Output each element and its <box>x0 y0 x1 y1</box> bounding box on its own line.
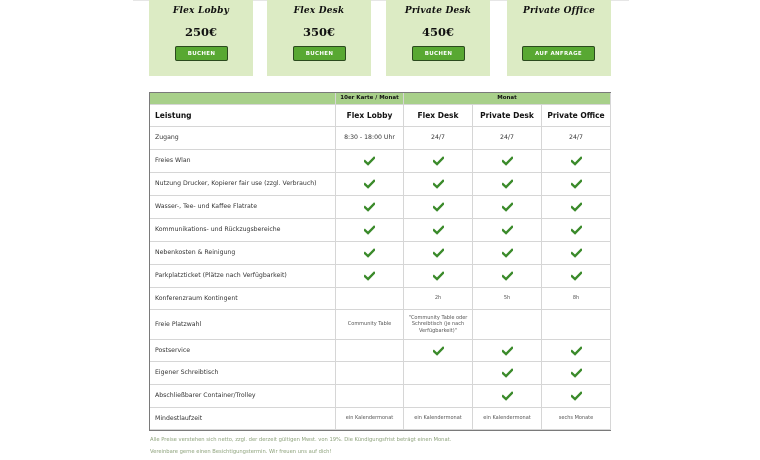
table-row-label: Zugang <box>150 127 336 150</box>
table-cell: ein Kalendermonat <box>336 408 404 430</box>
check-icon <box>571 156 582 166</box>
plan-card-flex-desk <box>267 0 371 76</box>
check-icon <box>571 391 582 401</box>
table-cell-check <box>336 150 404 173</box>
book-button[interactable]: BUCHEN <box>412 46 465 61</box>
table-cell-check <box>473 150 542 173</box>
plan-card-flex-lobby <box>149 0 253 76</box>
table-cell-check <box>404 242 473 265</box>
table-cell: 24/7 <box>404 127 473 150</box>
pricing-cards <box>149 0 611 78</box>
table-cell: 2h <box>404 288 473 310</box>
table-cell-check <box>404 265 473 288</box>
table-cell <box>336 340 404 362</box>
table-cell-check <box>542 173 611 196</box>
table-cell-check <box>404 196 473 219</box>
check-icon <box>364 271 375 281</box>
check-icon <box>571 225 582 235</box>
table-cell-check <box>336 242 404 265</box>
table-cell: ein Kalendermonat <box>473 408 542 430</box>
table-row-label: Nebenkosten & Reinigung <box>150 242 336 265</box>
book-button[interactable]: BUCHEN <box>175 46 228 61</box>
check-icon <box>364 202 375 212</box>
table-row-label: Postservice <box>150 340 336 362</box>
table-cell: 5h <box>473 288 542 310</box>
plan-title: Private Office <box>522 6 595 16</box>
table-cell <box>542 310 611 340</box>
table-row-label: Eigener Schreibtisch <box>150 362 336 385</box>
table-cell: 8h <box>542 288 611 310</box>
check-icon <box>433 179 444 189</box>
plan-card-private-office <box>507 0 611 76</box>
check-icon <box>571 346 582 356</box>
table-cell-check <box>473 242 542 265</box>
group-header-empty <box>150 93 336 105</box>
table-cell-check <box>473 385 542 408</box>
table-cell <box>336 362 404 385</box>
check-icon <box>433 248 444 258</box>
check-icon <box>433 225 444 235</box>
table-cell-check <box>336 173 404 196</box>
footnote-prices: Alle Preise verstehen sich netto, zzgl. der derzeit gültigen Mwst. von 19%. Die Kündigungsfrist beträgt einen Monat. <box>150 437 452 443</box>
table-cell-check <box>336 196 404 219</box>
table-cell-check <box>542 265 611 288</box>
request-button[interactable]: AUF ANFRAGE <box>522 46 595 61</box>
table-cell: "Community Table oder Schreibtisch (je nach Verfügbarkeit)" <box>404 310 473 340</box>
column-header: Private Desk <box>473 105 542 127</box>
column-header: Flex Lobby <box>336 105 404 127</box>
table-cell: sechs Monate <box>542 408 611 430</box>
check-icon <box>571 202 582 212</box>
table-row-label: Nutzung Drucker, Kopierer fair use (zzgl. Verbrauch) <box>150 173 336 196</box>
table-cell-check <box>473 196 542 219</box>
table-cell-check <box>542 219 611 242</box>
table-cell-check <box>542 362 611 385</box>
table-cell: ein Kalendermonat <box>404 408 473 430</box>
table-cell-check <box>404 173 473 196</box>
check-icon <box>433 156 444 166</box>
table-cell-check <box>542 242 611 265</box>
table-row-label: Konferenzraum Kontingent <box>150 288 336 310</box>
table-cell-check <box>404 219 473 242</box>
check-icon <box>502 391 513 401</box>
table-cell: 24/7 <box>473 127 542 150</box>
plan-title: Private Desk <box>404 6 472 16</box>
table-cell: Community Table <box>336 310 404 340</box>
comparison-table <box>149 92 611 431</box>
plan-price: 450€ <box>421 25 454 39</box>
table-row-label: Kommunikations- und Rückzugsbereiche <box>150 219 336 242</box>
check-icon <box>571 248 582 258</box>
check-icon <box>433 202 444 212</box>
footnote-visit: Vereinbare gerne einen Besichtigungstermin. Wir freuen uns auf dich! <box>150 449 332 455</box>
table-row-label: Mindestlaufzeit <box>150 408 336 430</box>
check-icon <box>502 156 513 166</box>
table-row-label: Wasser-, Tee- und Kaffee Flatrate <box>150 196 336 219</box>
check-icon <box>364 179 375 189</box>
check-icon <box>571 271 582 281</box>
table-cell <box>336 288 404 310</box>
check-icon <box>364 248 375 258</box>
plan-price: 250€ <box>184 25 217 39</box>
group-header-10er: 10er Karte / Monat <box>336 93 404 105</box>
table-cell-check <box>404 340 473 362</box>
table-row-label: Abschließbarer Container/Trolley <box>150 385 336 408</box>
check-icon <box>433 271 444 281</box>
check-icon <box>502 346 513 356</box>
table-row-label: Parkplatzticket (Plätze nach Verfügbarkeit) <box>150 265 336 288</box>
check-icon <box>571 179 582 189</box>
table-cell-check <box>542 150 611 173</box>
table-cell <box>404 385 473 408</box>
table-cell-check <box>473 340 542 362</box>
table-cell <box>473 310 542 340</box>
column-header: Flex Desk <box>404 105 473 127</box>
table-cell: 24/7 <box>542 127 611 150</box>
check-icon <box>364 225 375 235</box>
table-cell <box>336 385 404 408</box>
plan-price: 350€ <box>302 25 335 39</box>
check-icon <box>502 248 513 258</box>
check-icon <box>502 202 513 212</box>
table-cell-check <box>542 196 611 219</box>
column-header: Private Office <box>542 105 611 127</box>
check-icon <box>433 346 444 356</box>
check-icon <box>502 271 513 281</box>
table-cell-check <box>542 340 611 362</box>
check-icon <box>364 156 375 166</box>
check-icon <box>502 225 513 235</box>
plan-title: Flex Desk <box>293 6 345 16</box>
table-cell-check <box>473 219 542 242</box>
check-icon <box>571 368 582 378</box>
table-cell-check <box>473 362 542 385</box>
table-cell-check <box>404 150 473 173</box>
header-leistung: Leistung <box>150 105 336 127</box>
group-header-monat: Monat <box>404 93 611 105</box>
check-icon <box>502 368 513 378</box>
table-cell-check <box>336 219 404 242</box>
table-row-label: Freie Platzwahl <box>150 310 336 340</box>
book-button[interactable]: BUCHEN <box>293 46 346 61</box>
table-cell-check <box>336 265 404 288</box>
table-cell-check <box>473 173 542 196</box>
table-cell: 8:30 - 18:00 Uhr <box>336 127 404 150</box>
table-cell-check <box>542 385 611 408</box>
table-cell-check <box>473 265 542 288</box>
plan-card-private-desk <box>386 0 490 76</box>
table-row-label: Freies Wlan <box>150 150 336 173</box>
table-cell <box>404 362 473 385</box>
check-icon <box>502 179 513 189</box>
plan-title: Flex Lobby <box>172 6 230 16</box>
